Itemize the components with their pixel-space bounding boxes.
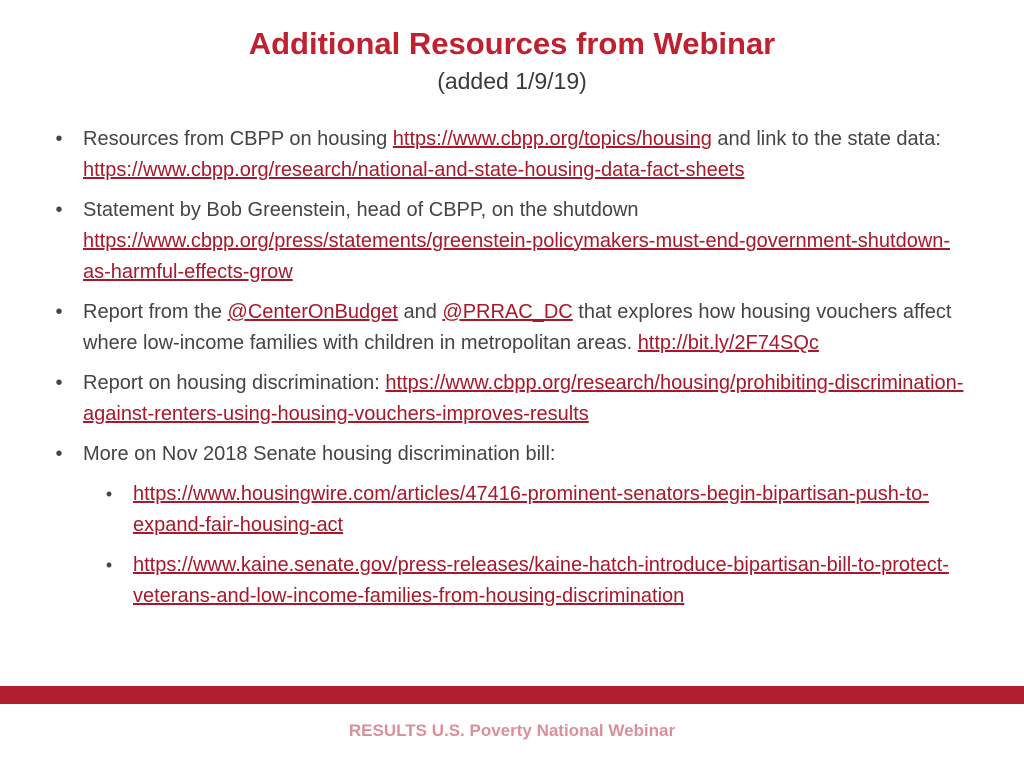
list-item <box>52 368 972 430</box>
list-item <box>52 195 972 288</box>
bullet-icon: • <box>55 128 63 150</box>
greenstein-statement-link[interactable]: https://www.cbpp.org/press/statements/greenstein-policymakers-must-end-government-shutdown-as-harmful-effects-grow <box>83 230 951 283</box>
footer-bar <box>0 686 1024 704</box>
bullet-icon: • <box>105 484 113 504</box>
list-item <box>52 439 972 470</box>
bullet-icon: • <box>55 443 63 465</box>
state-data-link[interactable]: https://www.cbpp.org/research/national-and-state-housing-data-fact-sheets <box>83 159 745 181</box>
bullet-icon: • <box>55 199 63 221</box>
item-text: and <box>397 301 443 323</box>
item-text: Report on housing discrimination: <box>83 372 386 394</box>
slide-title: Additional Resources from Webinar <box>248 26 776 61</box>
kaine-press-release-link[interactable]: https://www.kaine.senate.gov/press-releases/kaine-hatch-introduce-bipartisan-bill-to-protect-veterans-and-low-income-families-from-housing-discrimination <box>133 554 949 607</box>
bullet-icon: • <box>55 301 63 323</box>
cbpp-housing-link[interactable]: https://www.cbpp.org/topics/housing <box>392 128 712 150</box>
bullet-icon: • <box>55 372 63 394</box>
sub-list-item <box>102 550 972 612</box>
item-text: More on Nov 2018 Senate housing discrimination bill: <box>83 443 556 465</box>
housingwire-article-link[interactable]: https://www.housingwire.com/articles/47416-prominent-senators-begin-bipartisan-push-to-expand-fair-housing-act <box>133 483 929 536</box>
bitly-report-link[interactable]: http://bit.ly/2F74SQc <box>637 332 819 354</box>
item-text: and link to the state data: <box>711 128 941 150</box>
resource-list <box>52 124 972 621</box>
slide-subtitle: (added 1/9/19) <box>437 68 587 94</box>
item-text: Report from the <box>83 301 228 323</box>
list-item <box>52 297 972 359</box>
item-text: that explores how housing vouchers affect where low-income families with children in metropolitan areas. <box>83 301 952 354</box>
item-text: Statement by Bob Greenstein, head of CBPP, on the shutdown <box>83 199 639 221</box>
housing-discrimination-report-link[interactable]: https://www.cbpp.org/research/housing/prohibiting-discrimination-against-renters-using-housing-vouchers-improves-results <box>83 372 964 425</box>
bullet-icon: • <box>105 555 113 575</box>
prrac-dc-link[interactable]: @PRRAC_DC <box>442 301 573 323</box>
footer-text: RESULTS U.S. Poverty National Webinar <box>348 721 676 740</box>
senate-bill-sublist <box>52 479 972 612</box>
centeronbudget-link[interactable]: @CenterOnBudget <box>227 301 398 323</box>
list-item <box>52 124 972 186</box>
sub-list-item <box>102 479 972 541</box>
item-text: Resources from CBPP on housing <box>83 128 393 150</box>
